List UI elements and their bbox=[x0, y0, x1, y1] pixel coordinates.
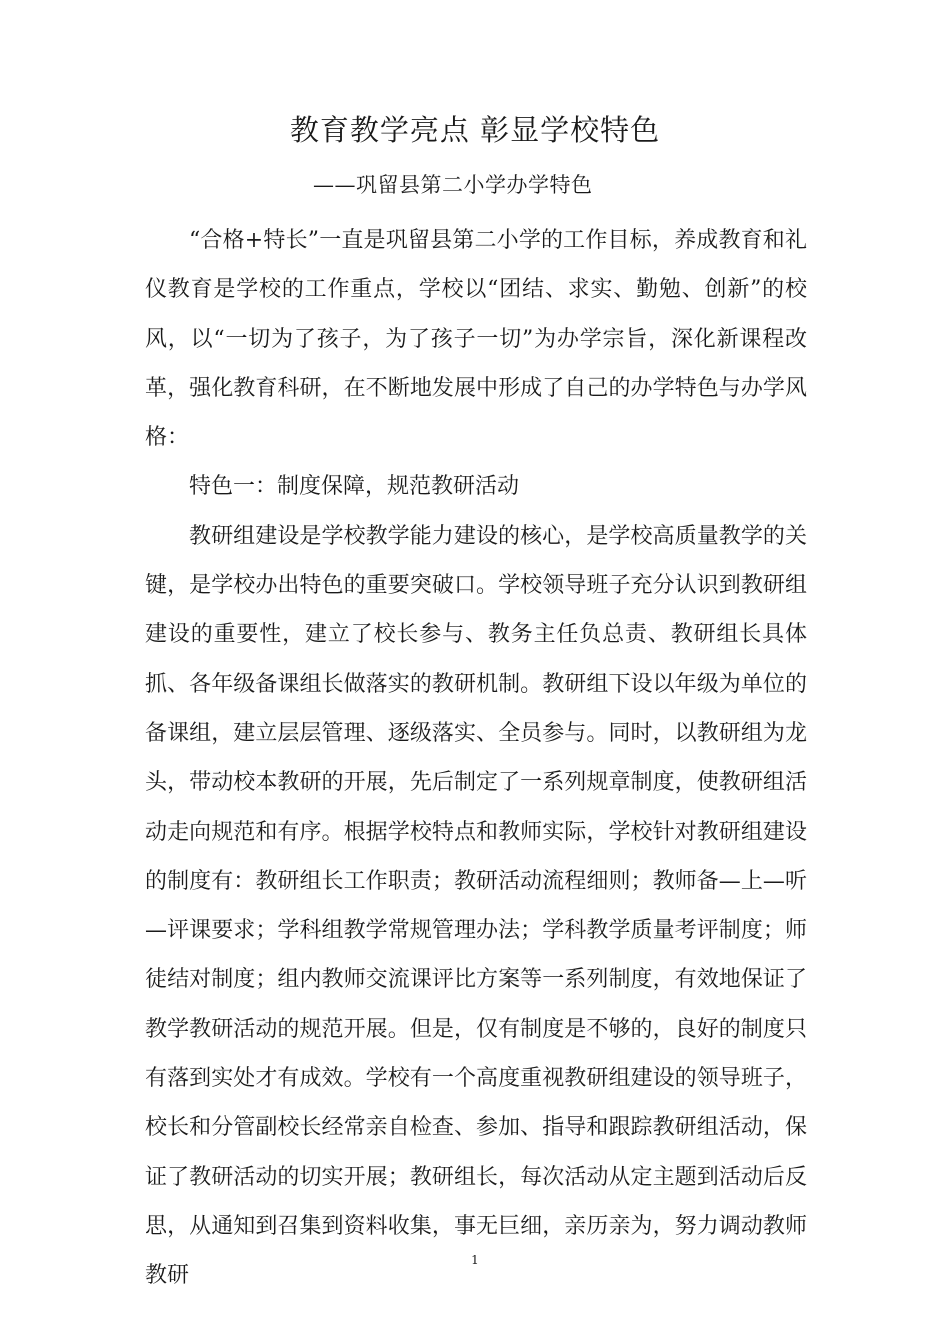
body-paragraph: 教研组建设是学校教学能力建设的核心，是学校高质量教学的关键，是学校办出特色的重要突破口。学校领导班子充分认识到教研组建设的重要性，建立了校长参与、教务主任负总责、教研组长具体抓、各年级备课组长做落实的教研机制。教研组下设以年级为单位的备课组，建立层层管理、逐级落实、全员参与。同时，以教研组为龙头，带动校本教研的开展，先后制定了一系列规章制度，使教研组活动走向规范和有序。根据学校特点和教师实际，学校针对教研组建设的制度有：教研组长工作职责；教研活动流程细则；教师备—上—听—评课要求；学科组教学常规管理办法；学科教学质量考评制度；师徒结对制度；组内教师交流课评比方案等一系列制度，有效地保证了教学教研活动的规范开展。但是，仅有制度是不够的，良好的制度只有落到实处才有成效。学校有一个高度重视教研组建设的领导班子，校长和分管副校长经常亲自检查、参加、指导和跟踪教研组活动，保证了教研活动的切实开展；教研组长，每次活动从定主题到活动后反思，从通知到召集到资料收集，事无巨细，亲历亲为，努力调动教师教研 bbox=[145, 523, 807, 1289]
document-title: 教育教学亮点 彰显学校特色 bbox=[289, 113, 661, 147]
page-number: 1 bbox=[471, 1253, 479, 1267]
document-body bbox=[145, 216, 807, 1301]
section-heading-feature-one: 特色一：制度保障，规范教研活动 bbox=[189, 474, 520, 500]
document-subtitle: ——巩留县第二小学办学特色 bbox=[313, 173, 593, 197]
intro-paragraph: “合格+特长”一直是巩留县第二小学的工作目标，养成教育和礼仪教育是学校的工作重点，学校以“团结、求实、勤勉、创新”的校风，以“一切为了孩子，为了孩子一切”为办学宗旨，深化新课程改革，强化教育科研，在不断地发展中形成了自己的办学特色与办学风格： bbox=[145, 228, 807, 451]
